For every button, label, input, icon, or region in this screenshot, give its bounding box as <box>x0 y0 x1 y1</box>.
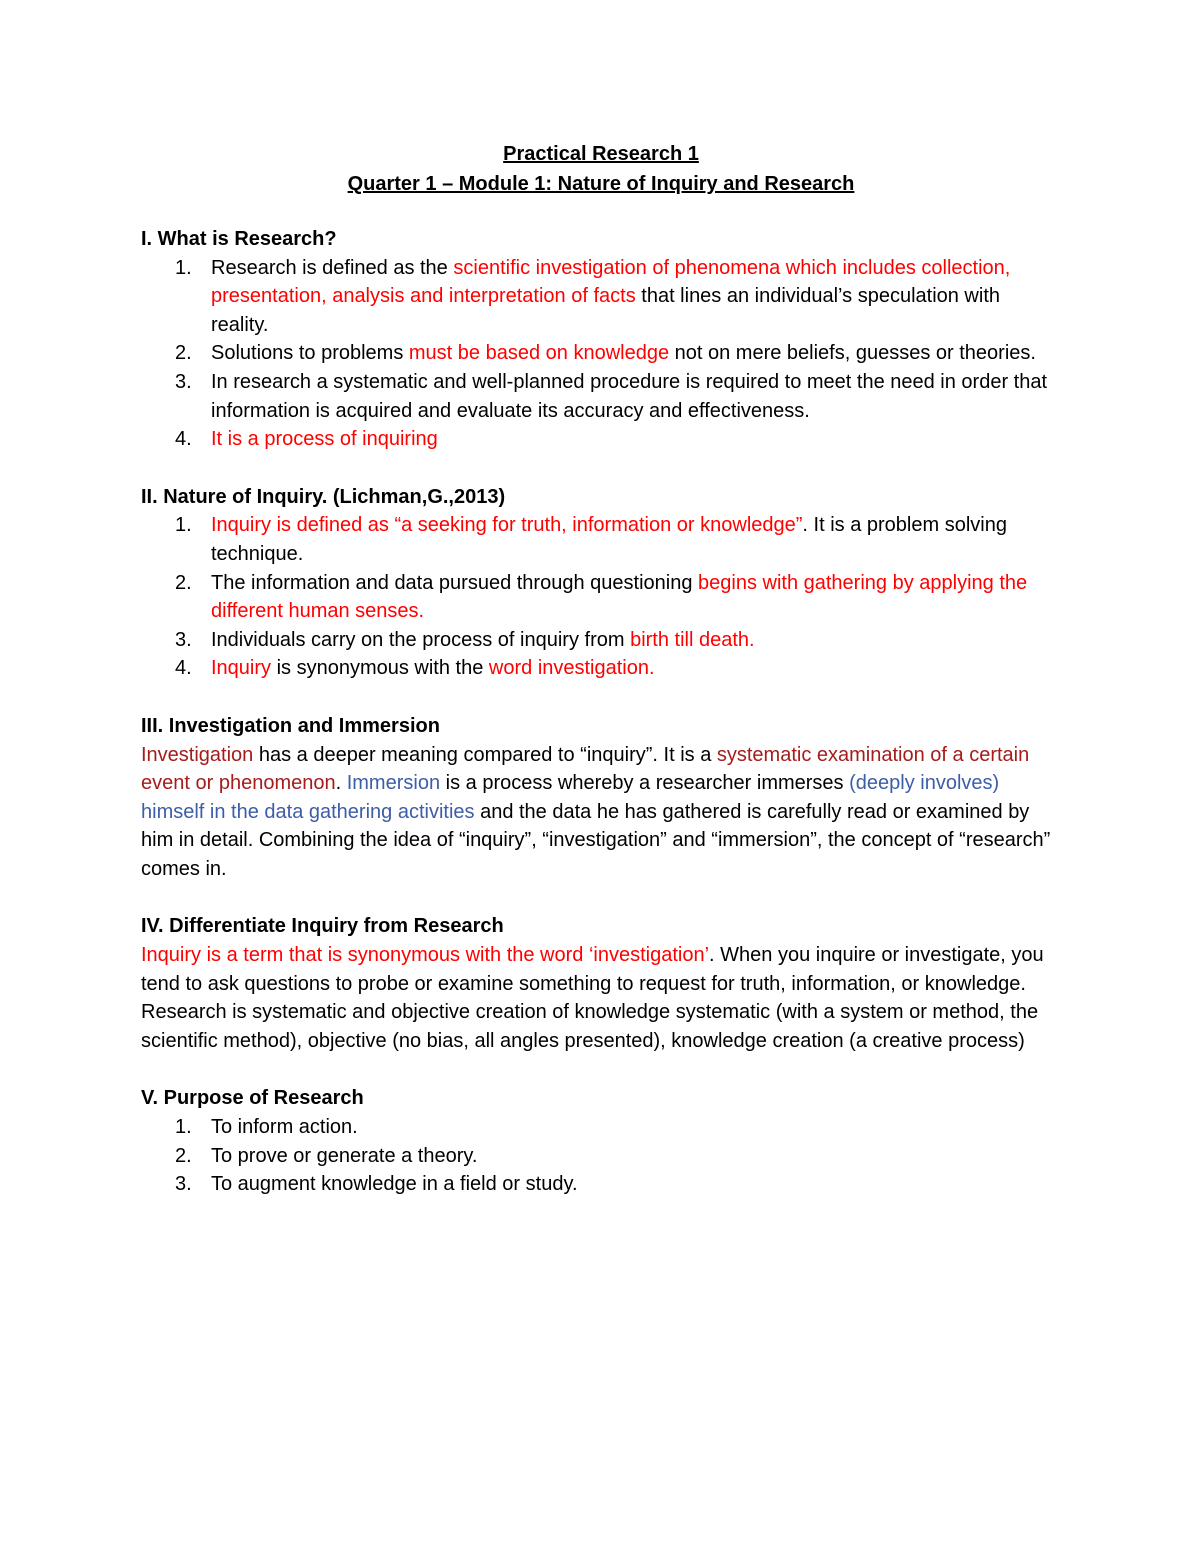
paragraph-text: . <box>335 772 347 795</box>
list-item <box>141 254 1061 340</box>
paragraph-text: and the data he has gathered is carefully read or examined by him in detail. Combining the idea of “inquiry”, “investigation” and “immersion”, the concept of “research” comes in. <box>141 800 1051 880</box>
highlighted-text: Inquiry is a term that is synonymous with the word ‘investigation’ <box>141 944 710 967</box>
paragraph-text: . When you inquire or investigate, you tend to ask questions to probe or examine something to request for truth, information, or knowledge. Research is systematic and objective creation of knowledge systematic (with a system or method, the scientific method), objective (no bias, all angles presented), knowledge creation (a creative process) <box>141 944 1044 1052</box>
highlighted-text: Investigation <box>141 743 254 766</box>
list-text: To prove or generate a theory. <box>211 1144 478 1167</box>
section-heading-purpose: V. Purpose of Research <box>141 1087 364 1110</box>
section-heading-what-is-research: I. What is Research? <box>141 228 337 250</box>
list-number: 3. <box>175 628 192 651</box>
investigation-immersion-paragraph <box>141 741 1061 884</box>
list-number: 4. <box>175 428 192 451</box>
section-heading-nature-of-inquiry: II. Nature of Inquiry. (Lichman,G.,2013) <box>141 485 506 508</box>
document-title: Practical Research 1 <box>503 143 699 165</box>
list-number: 3. <box>175 1173 192 1196</box>
what-is-research-list <box>141 254 1061 454</box>
highlighted-text: birth till death. <box>630 628 755 651</box>
list-number: 1. <box>175 256 192 279</box>
highlighted-text: (deeply involves) himself in the data gathering activities <box>141 772 1000 823</box>
purpose-list <box>141 1113 1061 1199</box>
highlighted-text: scientific investigation of phenomena which includes collection, presentation, analysis and interpretation of facts <box>211 256 1011 308</box>
list-number: 2. <box>175 342 192 365</box>
list-number: 4. <box>175 657 192 680</box>
nature-of-inquiry-list <box>141 511 1061 683</box>
list-item <box>141 569 1061 626</box>
document-subtitle: Quarter 1 – Module 1: Nature of Inquiry and Research <box>347 173 855 195</box>
highlighted-text: Inquiry <box>211 657 272 680</box>
list-text: that lines an individual’s speculation with reality. <box>211 285 1000 336</box>
highlighted-text: Immersion <box>346 772 441 795</box>
highlighted-text: It is a process of inquiring <box>211 428 438 451</box>
list-text: To augment knowledge in a field or study. <box>211 1173 578 1196</box>
highlighted-text: Inquiry is defined as “a seeking for truth, information or knowledge” <box>211 514 803 537</box>
list-number: 2. <box>175 571 192 594</box>
list-text: not on mere beliefs, guesses or theories. <box>669 342 1036 365</box>
list-text: To inform action. <box>211 1116 358 1139</box>
section-heading-differentiate: IV. Differentiate Inquiry from Research <box>141 915 504 938</box>
list-text: Solutions to problems <box>211 342 409 365</box>
highlighted-text: word investigation. <box>488 657 655 680</box>
differentiate-paragraph <box>141 941 1061 1055</box>
list-item <box>141 368 1061 425</box>
list-text: . It is a problem solving technique. <box>211 514 1007 565</box>
list-text: Individuals carry on the process of inquiry from <box>211 628 631 651</box>
list-number: 2. <box>175 1144 192 1167</box>
section-heading-investigation-immersion: III. Investigation and Immersion <box>141 714 440 737</box>
list-text: Research is defined as the <box>211 256 454 279</box>
document-body <box>141 140 1061 1199</box>
list-text: In research a systematic and well-planned procedure is required to meet the need in order that information is acquired and evaluate its accuracy and effectiveness. <box>211 370 1048 422</box>
list-item <box>141 511 1061 568</box>
highlighted-text: must be based on knowledge <box>408 342 670 365</box>
list-text: The information and data pursued through questioning <box>211 571 699 594</box>
list-text: is synonymous with the <box>271 657 489 680</box>
highlighted-text: systematic examination of a certain event or phenomenon <box>141 743 1030 795</box>
highlighted-text: begins with gathering by applying the different human senses. <box>211 571 1028 623</box>
list-item <box>141 626 1061 655</box>
paragraph-text: has a deeper meaning compared to “inquiry”. It is a <box>253 743 717 766</box>
paragraph-text: is a process whereby a researcher immerses <box>440 772 850 795</box>
list-item <box>141 654 1061 683</box>
list-number: 1. <box>175 1116 192 1139</box>
list-item <box>141 1170 1061 1199</box>
list-item <box>141 425 1061 454</box>
list-item <box>141 339 1061 368</box>
list-item <box>141 1113 1061 1142</box>
list-item <box>141 1142 1061 1171</box>
list-number: 3. <box>175 370 192 393</box>
list-number: 1. <box>175 514 192 537</box>
